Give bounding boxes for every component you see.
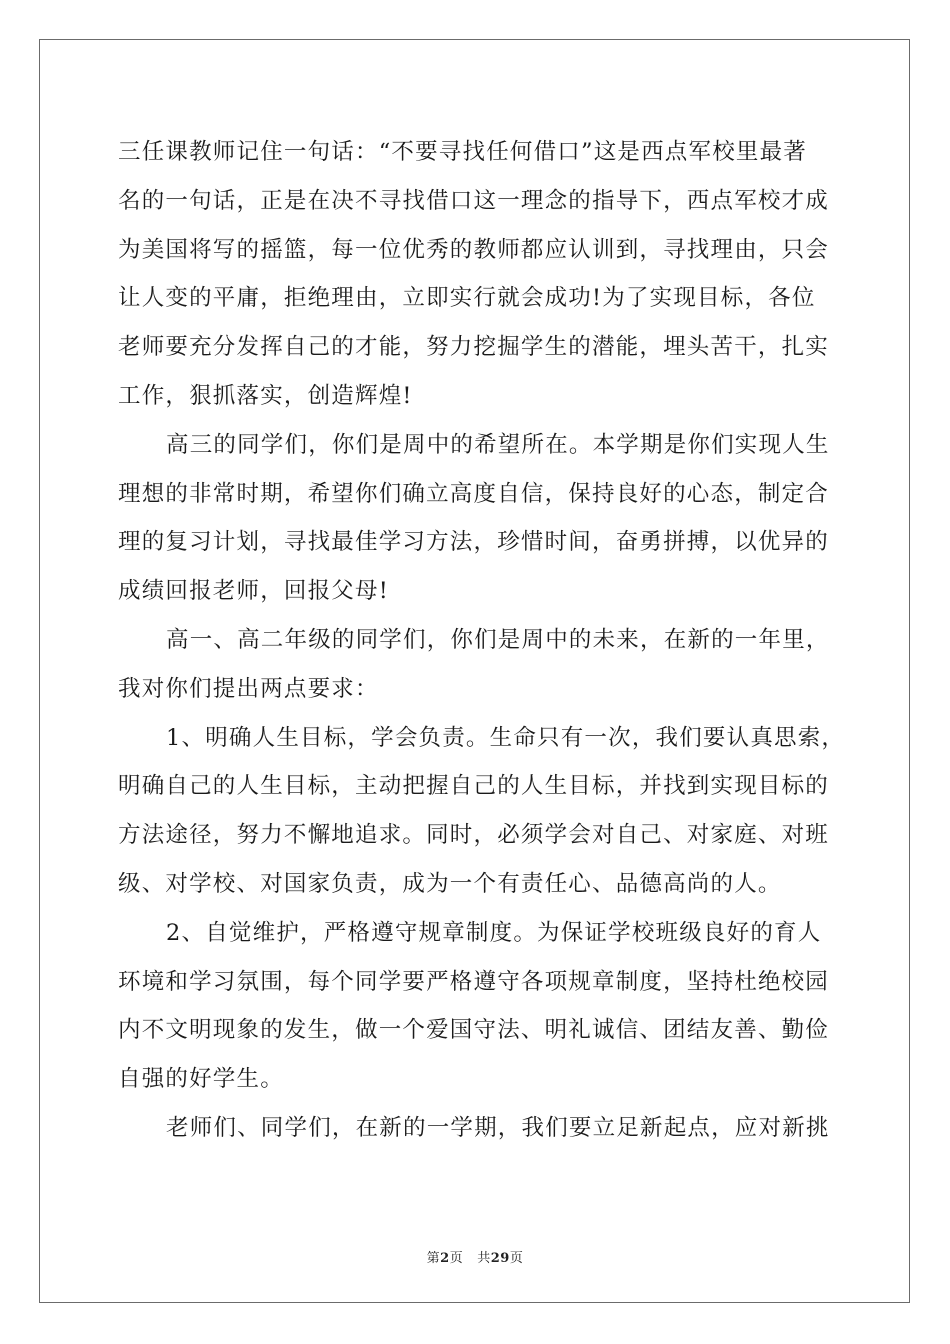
- total-prefix: 共: [477, 1251, 491, 1266]
- total-pages: 29: [490, 1251, 510, 1266]
- page-number: 2: [440, 1251, 450, 1266]
- text-line: 工作，狠抓落实，创造辉煌!: [118, 382, 413, 409]
- paragraph-start-line: 老师们、同学们，在新的一学期，我们要立足新起点，应对新挑: [166, 1114, 830, 1141]
- text-line: 三任课教师记住一句话：“不要寻找任何借口”这是西点军校里最著: [118, 139, 808, 165]
- page-suffix: 页: [449, 1251, 464, 1266]
- text-line: 成绩回报老师，回报父母!: [118, 578, 389, 605]
- text-line: 理想的非常时期，希望你们确立高度自信，保持良好的心态，制定合: [118, 480, 830, 507]
- text-line: 内不文明现象的发生，做一个爱国守法、明礼诚信、团结友善、勤俭: [118, 1017, 830, 1044]
- paragraph-start-line: 1、明确人生目标，学会负责。生命只有一次，我们要认真思索，: [166, 724, 846, 751]
- page-footer: [0, 1247, 950, 1266]
- text-line: 环境和学习氛围，每个同学要严格遵守各项规章制度，坚持杜绝校园: [118, 968, 830, 995]
- text-line: 级、对学校、对国家负责，成为一个有责任心、品德高尚的人。: [118, 870, 782, 897]
- paragraph-start-line: 2、自觉维护，严格遵守规章制度。为保证学校班级良好的育人: [166, 919, 822, 946]
- document-body: [118, 128, 846, 1153]
- text-line: 理的复习计划，寻找最佳学习方法，珍惜时间，奋勇拼搏，以优异的: [118, 529, 830, 556]
- text-line: 明确自己的人生目标，主动把握自己的人生目标，并找到实现目标的: [118, 773, 830, 800]
- text-line: 方法途径，努力不懈地追求。同时，必须学会对自己、对家庭、对班: [118, 822, 830, 849]
- total-suffix: 页: [509, 1251, 524, 1266]
- paragraph-start-line: 高三的同学们，你们是周中的希望所在。本学期是你们实现人生: [166, 431, 830, 458]
- text-line: 让人变的平庸，拒绝理由，立即实行就会成功!为了实现目标，各位: [118, 285, 816, 312]
- text-line: 我对你们提出两点要求：: [118, 675, 379, 702]
- text-line: 名的一句话，正是在决不寻找借口这一理念的指导下，西点军校才成: [118, 187, 830, 214]
- text-line: 自强的好学生。: [118, 1066, 284, 1093]
- text-line: 为美国将写的摇篮，每一位优秀的教师都应认训到，寻找理由，只会: [118, 236, 830, 263]
- paragraph-start-line: 高一、高二年级的同学们，你们是周中的未来，在新的一年里，: [166, 626, 830, 653]
- page-prefix: 第: [426, 1251, 441, 1266]
- text-line: 老师要充分发挥自己的才能，努力挖掘学生的潜能，埋头苦干，扎实: [118, 334, 830, 361]
